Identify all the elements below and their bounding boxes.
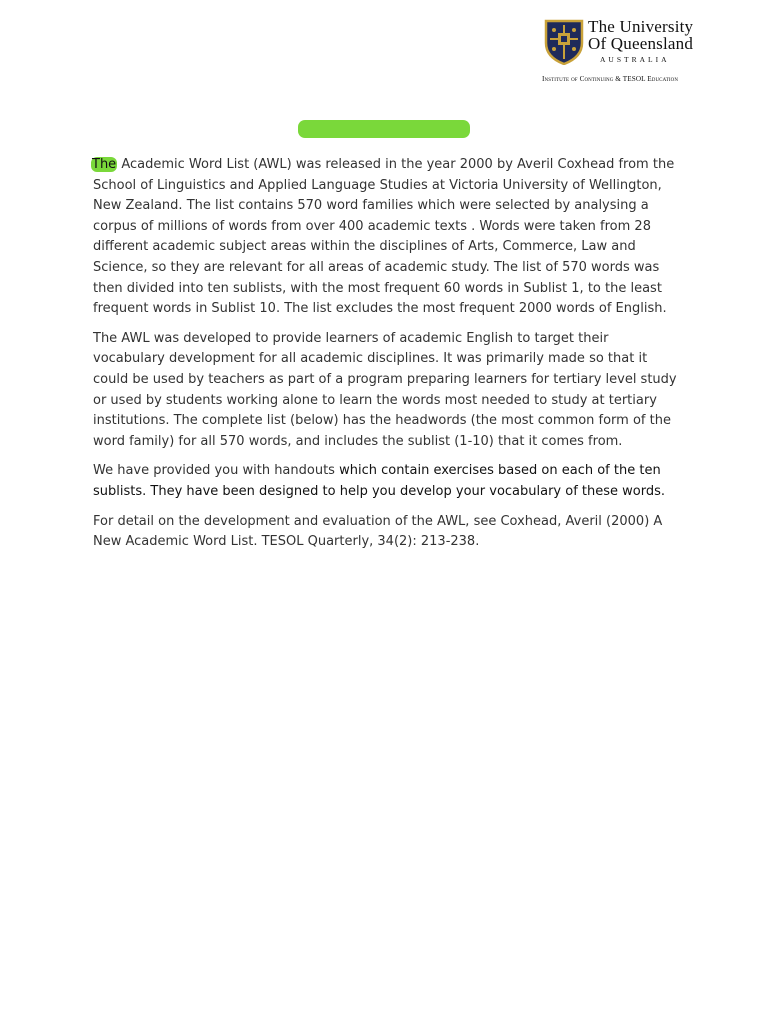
paragraph-4: For detail on the development and evaluation of the AWL, see Coxhead, Averil (2000) A New Academic Word List. TESOL Quarterly, 34(2): 213-238. [93, 513, 663, 550]
paragraph-1 [93, 155, 679, 320]
highlighted-word: The [92, 157, 117, 172]
university-country: AUSTRALIA [600, 55, 670, 64]
university-name-line1: The University [588, 17, 694, 36]
paragraph-3-start: We have provided you with handouts [93, 463, 340, 479]
paragraph-2: The AWL was developed to provide learners of academic English to target their vocabulary development for all academic disciplines. It was primarily made so that it could be used by teachers as part of a program preparing learners for tertiary level study or used by students working alone to learn the words most needed to study at tertiary institutions. The complete list (below) has the headwords (the most common form of the word family) for all 570 words, and includes the sublist (1-10) that it comes from. [93, 330, 677, 449]
university-logo [542, 16, 712, 88]
title-highlight-bar [298, 120, 470, 138]
university-name-line2: Of Queensland [588, 34, 694, 53]
institute-name: Institute of Continuing & TESOL Education [542, 75, 679, 83]
document-body [93, 155, 679, 562]
crest-icon [544, 19, 584, 65]
paragraph-1-text: Academic Word List (AWL) was released in the year 2000 by Averil Coxhead from the School of Linguistics and Applied Language Studies at Victoria University of Wellington, New Zealand. The list contains 570 word families which were selected by analysing a corpus of millions of words from over 400 academic texts . Words were taken from 28 different academic subject areas within the disciplines of Arts, Commerce, Law and Science, so they are relevant for all areas of academic study. The list of 570 words was then divided into ten sublists, with the most frequent 60 words in Sublist 1, to the least frequent words in Sublist 10. The list excludes the most frequent 2000 words of English. [93, 157, 675, 317]
paragraph-3 [93, 461, 679, 502]
paragraph-3-rest: which contain exercises based on each of the ten sublists. They have been designed to help you develop your vocabulary of these words. [93, 463, 666, 499]
